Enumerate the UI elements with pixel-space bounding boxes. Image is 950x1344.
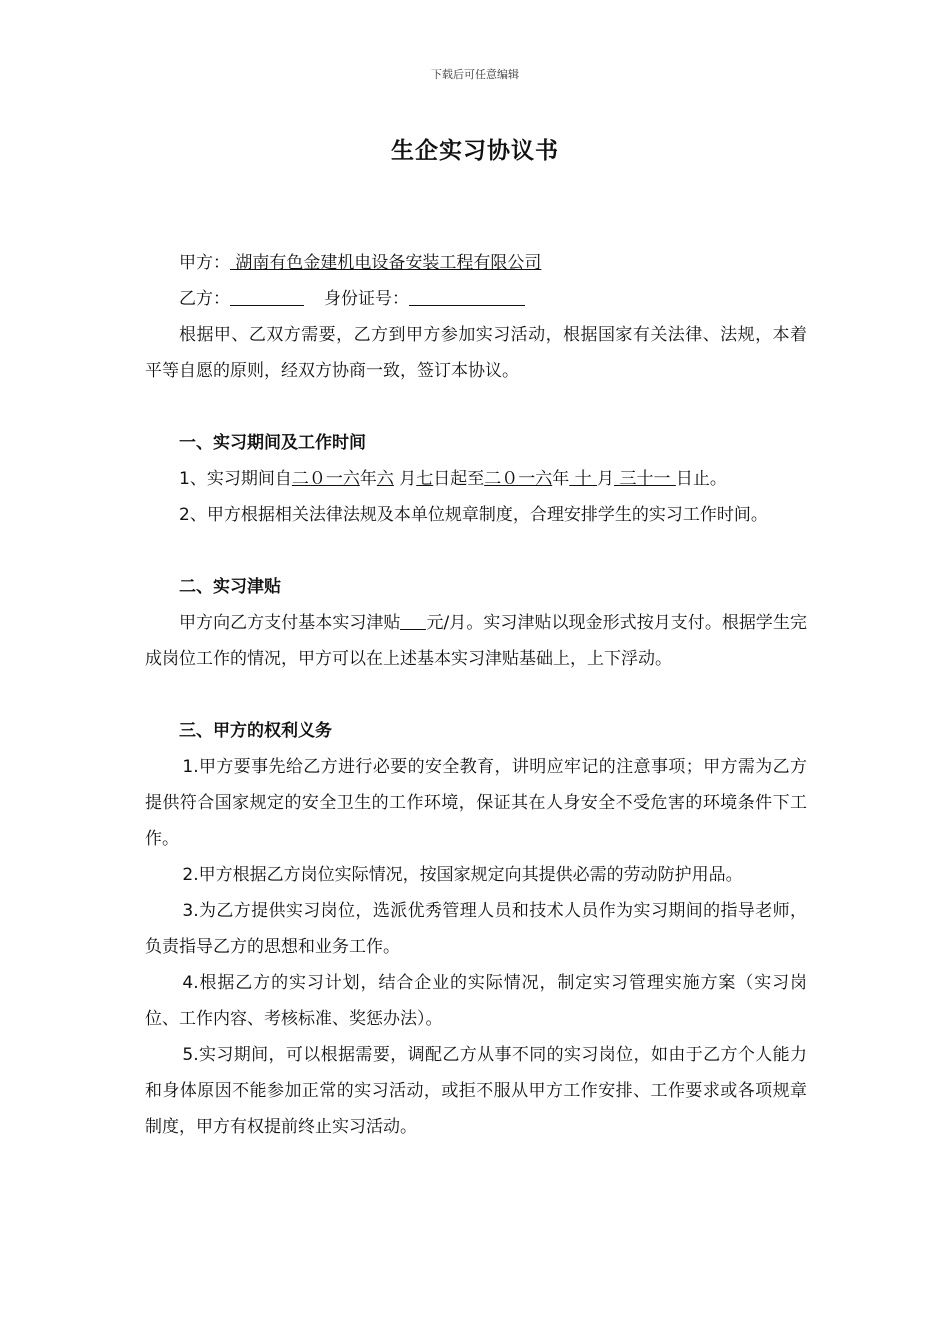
year-char-2: 年 xyxy=(552,469,570,489)
section-3-item-1: 1.甲方要事先给乙方进行必要的安全教育，讲明应牢记的注意事项；甲方需为乙方提供符合国家规定的安全卫生的工作环境，保证其在人身安全不受危害的环境条件下工作。 xyxy=(145,757,807,849)
period-prefix: 1、实习期间自 xyxy=(179,469,292,489)
section-1-heading: 一、实习期间及工作时间 xyxy=(179,433,366,453)
party-b-line xyxy=(145,281,807,317)
party-b-label: 乙方： xyxy=(179,289,230,309)
end-month: 十 xyxy=(569,469,598,489)
intro-paragraph: 根据甲、乙双方需要，乙方到甲方参加实习活动，根据国家有关法律、法规，本着平等自愿的原则，经双方协商一致，签订本协议。 xyxy=(145,325,807,381)
section-2-paragraph xyxy=(145,605,807,677)
month-char: 月 xyxy=(399,469,417,489)
party-a-label: 甲方： xyxy=(179,253,230,273)
start-day: 七 xyxy=(416,469,434,489)
start-month: 六 xyxy=(376,469,394,489)
document-title: 生企实习协议书 xyxy=(391,138,559,164)
section-1-item-1 xyxy=(145,461,807,497)
section-3-item-2: 2.甲方根据乙方岗位实际情况，按国家规定向其提供必需的劳动防护用品。 xyxy=(182,865,743,885)
party-a-line xyxy=(145,245,807,281)
document-body xyxy=(145,245,807,1145)
year-char: 年 xyxy=(359,469,377,489)
party-a-name: 湖南有色金建机电设备安装工程有限公司 xyxy=(230,253,542,273)
end-year: 二０一六 xyxy=(484,469,553,489)
section-3-heading: 三、甲方的权利义务 xyxy=(179,721,332,741)
section-3-item-5: 5.实习期间，可以根据需要，调配乙方从事不同的实习岗位，如由于乙方个人能力和身体原因不能参加正常的实习活动，或拒不服从甲方工作安排、工作要求或各项规章制度，甲方有权提前终止实习活动。 xyxy=(145,1045,807,1137)
allowance-amount-blank xyxy=(400,613,426,630)
id-number-label: 身份证号： xyxy=(324,289,409,309)
section-3-item-3: 3.为乙方提供实习岗位，选派优秀管理人员和技术人员作为实习期间的指导老师，负责指导乙方的思想和业务工作。 xyxy=(145,901,807,957)
section-2-heading: 二、实习津贴 xyxy=(179,577,281,597)
period-middle: 日起至 xyxy=(433,469,485,489)
section-3-item-4: 4.根据乙方的实习计划，结合企业的实际情况，制定实习管理实施方案（实习岗位、工作内容、考核标准、奖惩办法）。 xyxy=(145,973,807,1029)
period-suffix: 日止。 xyxy=(675,469,727,489)
section-1-item-2: 2、甲方根据相关法律法规及本单位规章制度，合理安排学生的实习工作时间。 xyxy=(179,505,768,525)
start-year: 二０一六 xyxy=(291,469,360,489)
allowance-after: 元/月。实习津贴以现金形式按月支付。根据学生完成岗位工作的情况，甲方可以在上述基本实习津贴基础上，上下浮动。 xyxy=(145,613,808,669)
page-header-note: 下载后可任意编辑 xyxy=(431,68,519,81)
allowance-before: 甲方向乙方支付基本实习津贴 xyxy=(179,613,401,633)
party-b-name-blank xyxy=(230,289,304,306)
month-char-2: 月 xyxy=(597,469,615,489)
id-number-blank xyxy=(409,289,525,306)
end-day: 三十一 xyxy=(614,469,676,489)
